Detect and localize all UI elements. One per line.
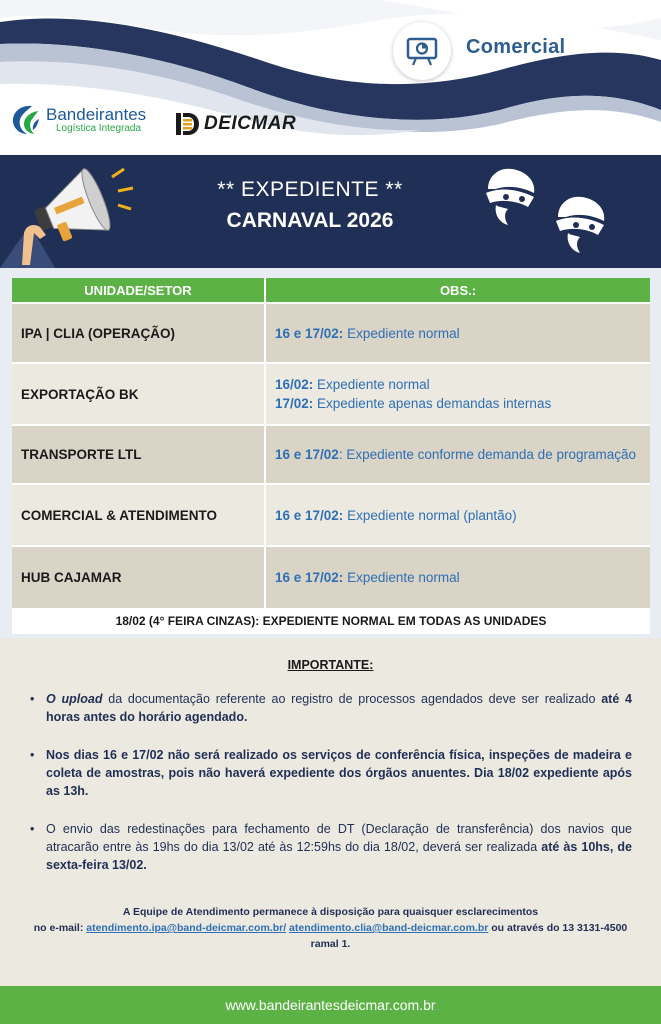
presentation-icon-badge <box>393 22 451 80</box>
bandeirantes-subtitle: Logística Integrada <box>56 122 142 134</box>
bullet3-deadline: até às 10hs, de sexta-feira 13/02. <box>46 840 632 872</box>
column-header-obs: OBS.: <box>265 278 650 303</box>
obs-cell <box>265 363 650 425</box>
header <box>0 0 661 155</box>
list-item <box>30 690 632 726</box>
obs-date: 16 e 17/02: <box>275 507 344 523</box>
obs-cell <box>265 484 650 546</box>
deicmar-name: DEICMAR <box>204 113 297 134</box>
table-row <box>12 425 650 484</box>
website-link[interactable]: www.bandeirantesdeicmar.com.br <box>225 997 436 1013</box>
banner-title-line2: CARNAVAL 2026 <box>226 209 394 232</box>
bullet1-deadline: até 4 horas antes do horário agendado. <box>46 692 632 724</box>
bullet3-text: O envio das redestinações para fechamento de DT (Declaração de transferência) dos navios que atracarão entre às 19hs do dia 13/02 até às 12:59hs do dia 18/02, deverá ser realizada <box>46 822 632 854</box>
obs-cell <box>265 425 650 484</box>
bandeirantes-logo <box>10 103 146 137</box>
obs-date: 16/02: <box>275 377 314 392</box>
table-row <box>12 363 650 425</box>
obs-text: Expediente normal (plantão) <box>343 507 517 523</box>
presentation-board-icon <box>405 34 439 68</box>
column-header-unit: UNIDADE/SETOR <box>12 278 265 303</box>
important-section <box>0 638 661 986</box>
list-item <box>30 820 632 874</box>
important-list <box>30 690 632 894</box>
obs-date: 16 e 17/02: <box>275 570 344 585</box>
announcement-banner <box>0 155 661 268</box>
unit-cell: IPA | CLIA (OPERAÇÃO) <box>12 303 265 363</box>
obs-date: 16 e 17/02: <box>275 325 344 341</box>
important-heading: IMPORTANTE: <box>287 658 374 672</box>
obs-date: 16 e 17/02 <box>275 447 339 462</box>
table-row <box>12 303 650 363</box>
unit-cell: TRANSPORTE LTL <box>12 425 265 484</box>
upload-lead: O upload <box>46 692 103 706</box>
table-row <box>12 484 650 546</box>
list-item <box>30 746 632 800</box>
banner-title-line1: ** EXPEDIENTE ** <box>217 178 403 201</box>
obs-cell <box>265 546 650 608</box>
obs-text: Expediente apenas demandas internas <box>313 396 552 411</box>
unit-cell: HUB CAJAMAR <box>12 546 265 608</box>
table-row <box>12 546 650 608</box>
footer <box>0 986 661 1024</box>
contact-suffix: ou através do 13 3131-4500 ramal 1. <box>310 922 628 950</box>
obs-text: Expediente normal <box>343 325 460 341</box>
contact-line1: A Equipe de Atendimento permanece à disposição para quaisquer esclarecimentos <box>122 906 539 918</box>
schedule-table <box>12 278 650 608</box>
obs-cell <box>265 303 650 363</box>
obs-text: Expediente normal <box>313 377 430 392</box>
email-link-clia[interactable]: atendimento.clia@band-deicmar.com.br <box>289 922 489 934</box>
schedule-section <box>0 268 661 638</box>
bandeirantes-name: Bandeirantes <box>46 104 147 124</box>
deicmar-logo-mark-icon <box>176 113 200 135</box>
ash-wednesday-note: 18/02 (4° FEIRA CINZAS): EXPEDIENTE NORMAL EM TODAS AS UNIDADES <box>12 608 650 634</box>
obs-text: Expediente normal <box>343 570 460 585</box>
contact-info <box>20 904 641 952</box>
unit-cell: EXPORTAÇÃO BK <box>12 363 265 425</box>
bandeirantes-logo-mark-icon <box>10 103 42 137</box>
department-title: Comercial <box>466 36 566 58</box>
email-link-ipa[interactable]: atendimento.ipa@band-deicmar.com.br/ <box>86 922 287 934</box>
contact-prefix: no e-mail: <box>33 922 87 934</box>
table-header-row <box>12 278 650 303</box>
carnival-masks-icon <box>470 155 620 268</box>
bullet2-text: Nos dias 16 e 17/02 não será realizado os serviços de conferência física, inspeções de madeira e coleta de amostras, pois não haverá expediente dos órgãos anuentes. Dia 18/02 expediente após as 13h. <box>46 748 632 798</box>
bullet1-text: da documentação referente ao registro de processos agendados deve ser realizado <box>102 692 602 706</box>
obs-date: 17/02: <box>275 396 314 411</box>
unit-cell: COMERCIAL & ATENDIMENTO <box>12 484 265 546</box>
deicmar-logo <box>176 113 296 135</box>
obs-text: : Expediente conforme demanda de programação <box>338 447 636 462</box>
